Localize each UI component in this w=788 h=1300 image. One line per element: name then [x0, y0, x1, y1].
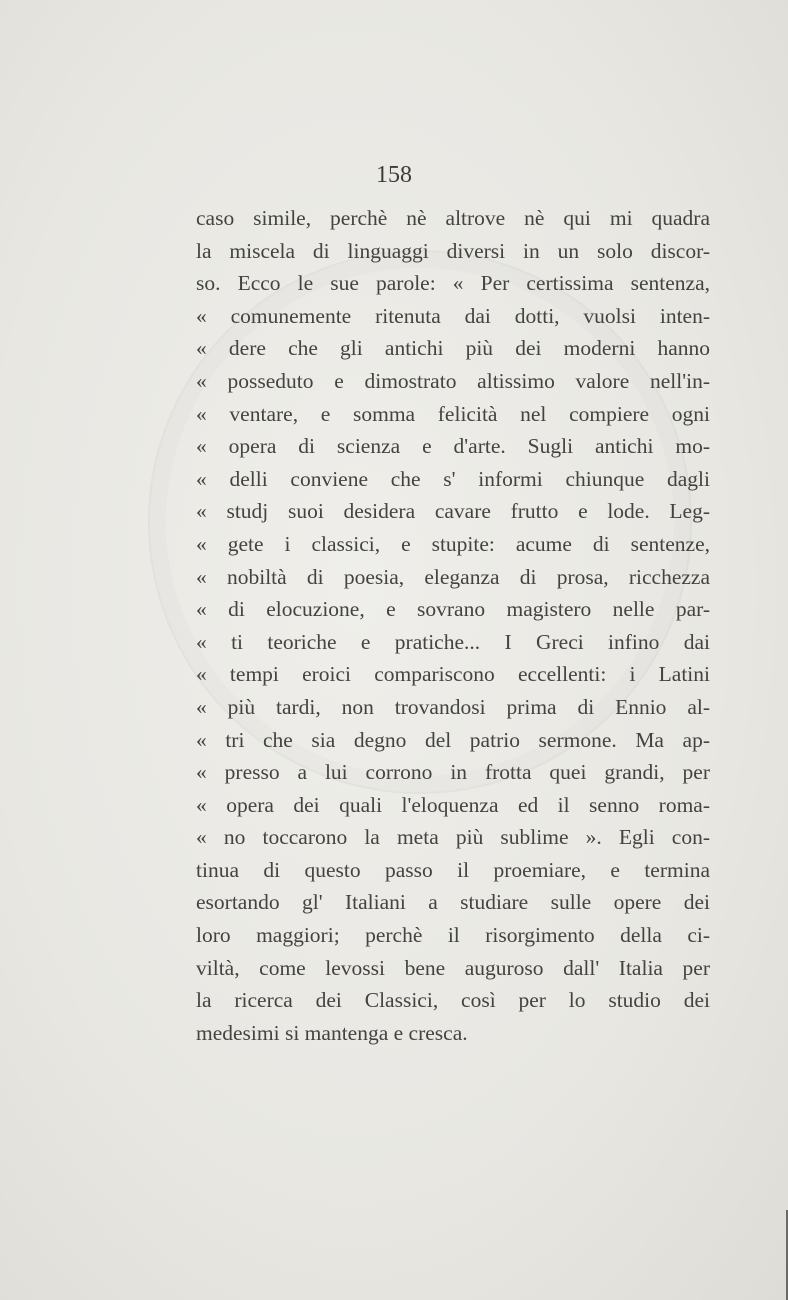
text-line: « tempi eroici compariscono eccellenti: i Latini: [196, 662, 710, 687]
text-line: « nobiltà di poesia, eleganza di prosa, ricchezza: [196, 564, 710, 589]
text-line: caso simile, perchè nè altrove nè qui mi quadra: [196, 206, 710, 230]
text-line: viltà, come levossi bene auguroso dall' Italia per: [196, 955, 710, 980]
text-line: medesimi si mantenga e cresca.: [196, 1020, 468, 1045]
text-line: « ventare, e somma felicità nel compiere ogni: [196, 401, 710, 426]
page-number: 158: [376, 162, 412, 188]
text-line: « studj suoi desidera cavare frutto e lode. Leg-: [196, 499, 710, 524]
text-line: « gete i classici, e stupite: acume di sentenze,: [196, 531, 710, 556]
text-line: la ricerca dei Classici, così per lo studio dei: [196, 988, 710, 1013]
text-line: « dere che gli antichi più dei moderni hanno: [196, 336, 710, 361]
body-text: [196, 202, 710, 1049]
text-line: « di elocuzione, e sovrano magistero nelle par-: [196, 597, 710, 622]
text-line: la miscela di linguaggi diversi in un solo discor-: [196, 238, 710, 263]
text-line: « opera dei quali l'eloquenza ed il senno roma-: [196, 792, 710, 817]
text-line: « più tardi, non trovandosi prima di Ennio al-: [196, 694, 710, 719]
text-line: « presso a lui corrono in frotta quei grandi, per: [196, 760, 710, 785]
text-line: « tri che sia degno del patrio sermone. Ma ap-: [196, 727, 710, 752]
text-line: so. Ecco le sue parole: « Per certissima sentenza,: [196, 271, 710, 296]
text-line: « opera di scienza e d'arte. Sugli antichi mo-: [196, 434, 710, 459]
text-line: « delli conviene che s' informi chiunque dagli: [196, 466, 710, 491]
text-line: « ti teoriche e pratiche... I Greci infino dai: [196, 629, 710, 654]
text-line: loro maggiori; perchè il risorgimento della ci-: [196, 923, 710, 948]
text-line: « no toccarono la meta più sublime ». Egli con-: [196, 825, 710, 850]
text-line: « comunemente ritenuta dai dotti, vuolsi inten-: [196, 303, 710, 328]
text-line: tinua di questo passo il proemiare, e termina: [196, 857, 710, 882]
text-line: esortando gl' Italiani a studiare sulle opere dei: [196, 890, 710, 915]
text-line: « posseduto e dimostrato altissimo valore nell'in-: [196, 368, 710, 393]
